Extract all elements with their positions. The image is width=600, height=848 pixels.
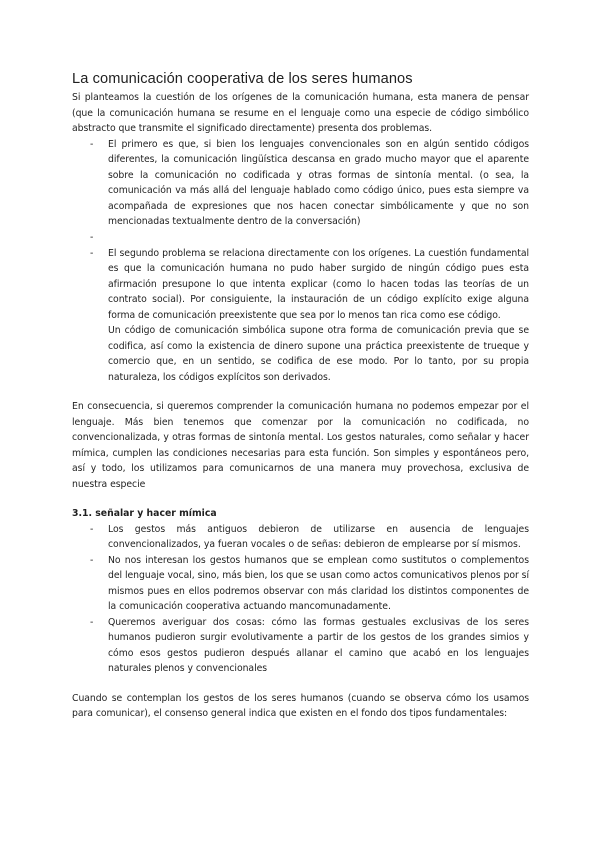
consequence-paragraph: En consecuencia, si queremos comprender la comunicación humana no podemos empezar por el lenguaje. Más bien tenemos que comenzar por la comunicación no codificada, no convencionalizada, y otras formas de sintonía mental. Los gestos naturales, como señalar y hacer mímica, cumplen las condiciones necesarias para esta función. Son simples y espontáneos pero, así y todo, los utilizamos para comunicarnos de una manera muy provechosa, exclusiva de nuestra especie (72, 401, 529, 490)
spacer (72, 230, 529, 246)
list-item: - No nos interesan los gestos humanos que se emplean como sustitutos o complementos del lenguaje vocal, sino, más bien, los que se usan como actos comunicativos plenos por sí mismos pues en ellos podremos observar con más claridad los distintos componentes de la comunicación cooperativa actuando mancomunadamente. (72, 553, 529, 615)
spacer (72, 492, 529, 506)
list-item: - Queremos averiguar dos cosas: cómo las formas gestuales exclusivas de los seres humanos pudieron surgir evolutivamente a partir de los gestos de los grandes simios y cómo esos gestos pudieron después allanar el camino que acabó en los lenguajes naturales plenos y convencionales (72, 615, 529, 677)
document-page (72, 70, 529, 722)
problem-2-continuation: Un código de comunicación simbólica supone otra forma de comunicación previa que se codifica, así como la existencia de dinero supone una práctica preexistente de trueque y comercio que, en un sentido, se codifica de ese modo. Por lo tanto, por su propia naturaleza, los códigos explícitos son derivados. (108, 325, 529, 383)
list-item: - El segundo problema se relaciona directamente con los orígenes. La cuestión fundamental es que la comunicación humana no pudo haber surgido de ningún código pues esta afirmación presupone lo que intenta explicar (como lo hacen todas las teorías de un contrato social). Por consiguiente, la instauración de un código explícito exige alguna forma de comunicación preexistente que sea por lo menos tan rica como ese código. (72, 246, 529, 324)
problems-list (72, 137, 529, 324)
list-item: - Los gestos más antiguos debieron de utilizarse en ausencia de lenguajes convencionalizados, ya fueran vocales o de señas: debieron de emplearse por sí mismos. (72, 522, 529, 553)
intro-paragraph: Si planteamos la cuestión de los orígenes de la comunicación humana, esta manera de pensar (que la comunicación humana se resume en el lenguaje como una especie de código simbólico abstracto que transmite el significado directamente) presenta dos problemas. (72, 92, 529, 134)
spacer (72, 677, 529, 691)
closing-paragraph: Cuando se contemplan los gestos de los seres humanos (cuando se observa cómo los usamos para comunicar), el consenso general indica que existen en el fondo dos tipos fundamentales: (72, 692, 529, 719)
section-heading: 3.1. señalar y hacer mímica (72, 508, 217, 519)
section-list (72, 522, 529, 677)
page-title: La comunicación cooperativa de los seres humanos (72, 71, 413, 87)
list-item: - El primero es que, si bien los lenguajes convencionales son en algún sentido códigos diferentes, la comunicación lingüística descansa en grado mucho mayor que el aparente sobre la comunicación no codificada y otras formas de sintonía mental. (o sea, la comunicación va más allá del lenguaje hablado como código único, pues esta siempre va acompañada de expresiones que nos hacen conectar simbólicamente y que no son mencionadas textualmente dentro de la conversación) (72, 137, 529, 230)
spacer (72, 385, 529, 399)
